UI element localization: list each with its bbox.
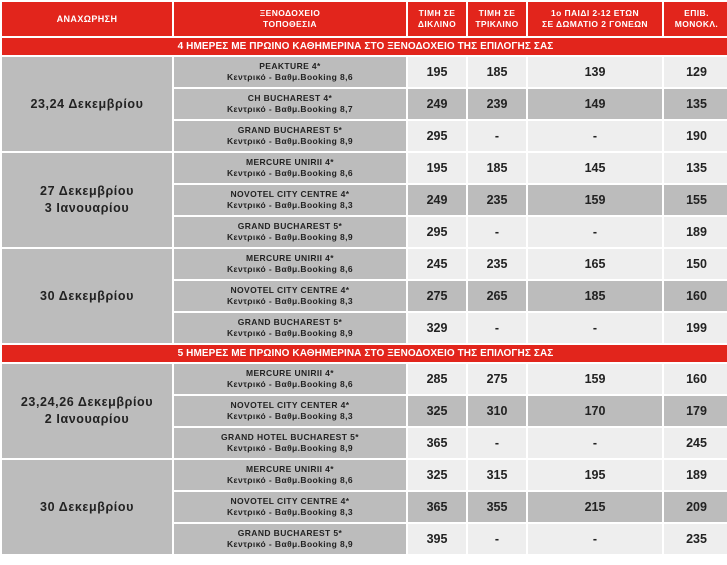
header-hotel — [174, 2, 406, 36]
hotel-location: Κεντρικό - Βαθμ.Booking 8,6 — [226, 168, 353, 178]
section-header-row — [2, 345, 727, 362]
price-triple: - — [468, 313, 526, 343]
hotel-cell — [174, 121, 406, 151]
price-child: - — [528, 217, 662, 247]
price-triple: - — [468, 217, 526, 247]
price-double: 295 — [408, 217, 466, 247]
hotel-location: Κεντρικό - Βαθμ.Booking 8,3 — [226, 507, 353, 517]
price-triple: 235 — [468, 185, 526, 215]
table-body — [2, 38, 727, 554]
price-triple: - — [468, 428, 526, 458]
price-single: 179 — [664, 396, 727, 426]
hotel-name: MERCURE UNIRII 4* — [245, 464, 335, 474]
departure-date-cell — [2, 364, 172, 458]
hotel-name: GRAND BUCHAREST 5* — [237, 125, 343, 135]
header-double-line1: ΤΙΜΗ ΣΕ — [418, 8, 456, 18]
hotel-location: Κεντρικό - Βαθμ.Booking 8,3 — [226, 296, 353, 306]
hotel-name: NOVOTEL CITY CENTRE 4* — [230, 496, 350, 506]
price-double: 365 — [408, 428, 466, 458]
price-single: 160 — [664, 364, 727, 394]
table-row — [2, 57, 727, 87]
price-single: 155 — [664, 185, 727, 215]
price-triple: 185 — [468, 57, 526, 87]
price-single: 235 — [664, 524, 727, 554]
price-child: 145 — [528, 153, 662, 183]
section-title: 5 ΗΜΕΡΕΣ ΜΕ ΠΡΩΙΝΟ ΚΑΘΗΜΕΡΙΝΑ ΣΤΟ ΞΕΝΟΔΟΧΕΙΟ ΤΗΣ ΕΠΙΛΟΓΗΣ ΣΑΣ — [2, 345, 727, 362]
hotel-location: Κεντρικό - Βαθμ.Booking 8,3 — [226, 200, 353, 210]
hotel-cell — [174, 428, 406, 458]
price-double: 249 — [408, 185, 466, 215]
price-double: 195 — [408, 153, 466, 183]
price-child: 159 — [528, 364, 662, 394]
section-header-row — [2, 38, 727, 55]
header-triple-line1: ΤΙΜΗ ΣΕ — [478, 8, 516, 18]
hotel-location: Κεντρικό - Βαθμ.Booking 8,6 — [226, 72, 353, 82]
hotel-cell — [174, 185, 406, 215]
hotel-location: Κεντρικό - Βαθμ.Booking 8,7 — [226, 104, 353, 114]
table-row — [2, 249, 727, 279]
hotel-location: Κεντρικό - Βαθμ.Booking 8,9 — [226, 328, 353, 338]
price-double: 325 — [408, 460, 466, 490]
departure-date-cell — [2, 153, 172, 247]
price-triple: 310 — [468, 396, 526, 426]
price-double: 329 — [408, 313, 466, 343]
hotel-cell — [174, 281, 406, 311]
price-triple: - — [468, 121, 526, 151]
price-child: 215 — [528, 492, 662, 522]
price-double: 275 — [408, 281, 466, 311]
price-child: - — [528, 121, 662, 151]
price-child: 165 — [528, 249, 662, 279]
price-single: 160 — [664, 281, 727, 311]
header-double-line2: ΔΙΚΛΙΝΟ — [417, 19, 457, 29]
table-row — [2, 460, 727, 490]
header-triple-line2: ΤΡΙΚΛΙΝΟ — [475, 19, 519, 29]
hotel-name: NOVOTEL CITY CENTRE 4* — [230, 189, 350, 199]
departure-date-line1: 23,24 Δεκεμβρίου — [30, 96, 144, 111]
departure-date-line1: 30 Δεκεμβρίου — [40, 499, 134, 514]
price-child: 195 — [528, 460, 662, 490]
price-triple: 355 — [468, 492, 526, 522]
price-child: 159 — [528, 185, 662, 215]
price-double: 249 — [408, 89, 466, 119]
price-single: 135 — [664, 153, 727, 183]
price-double: 245 — [408, 249, 466, 279]
price-triple: 185 — [468, 153, 526, 183]
price-double: 395 — [408, 524, 466, 554]
price-child: - — [528, 313, 662, 343]
price-single: 245 — [664, 428, 727, 458]
price-child: 170 — [528, 396, 662, 426]
price-single: 189 — [664, 217, 727, 247]
price-triple: 275 — [468, 364, 526, 394]
price-single: 190 — [664, 121, 727, 151]
price-single: 150 — [664, 249, 727, 279]
hotel-name: NOVOTEL CITY CENTRE 4* — [230, 285, 350, 295]
hotel-name: GRAND HOTEL BUCHAREST 5* — [221, 432, 359, 442]
hotel-cell — [174, 89, 406, 119]
header-departure-label: ΑΝΑΧΩΡΗΣΗ — [56, 13, 118, 24]
price-child: - — [528, 428, 662, 458]
departure-date-cell — [2, 57, 172, 151]
header-triple — [468, 2, 526, 36]
hotel-cell — [174, 396, 406, 426]
price-child: 149 — [528, 89, 662, 119]
price-child: - — [528, 524, 662, 554]
hotel-location: Κεντρικό - Βαθμ.Booking 8,9 — [226, 443, 353, 453]
price-child: 185 — [528, 281, 662, 311]
hotel-location: Κεντρικό - Βαθμ.Booking 8,6 — [226, 264, 353, 274]
header-hotel-line1: ΞΕΝΟΔΟΧΕΙΟ — [259, 8, 321, 18]
header-child-line1: 1ο ΠΑΙΔΙ 2-12 ΕΤΩΝ — [551, 8, 639, 18]
hotel-location: Κεντρικό - Βαθμ.Booking 8,6 — [226, 379, 353, 389]
departure-date-line1: 27 Δεκεμβρίου — [40, 184, 134, 198]
table-header — [2, 2, 727, 36]
price-double: 365 — [408, 492, 466, 522]
price-double: 295 — [408, 121, 466, 151]
hotel-name: GRAND BUCHAREST 5* — [237, 528, 343, 538]
price-single: 199 — [664, 313, 727, 343]
hotel-cell — [174, 249, 406, 279]
hotel-name: MERCURE UNIRII 4* — [245, 253, 335, 263]
hotel-cell — [174, 313, 406, 343]
price-double: 195 — [408, 57, 466, 87]
departure-date-cell — [2, 460, 172, 554]
table-row — [2, 153, 727, 183]
header-single — [664, 2, 727, 36]
price-child: 139 — [528, 57, 662, 87]
header-child-line2: ΣΕ ΔΩΜΑΤΙΟ 2 ΓΟΝΕΩΝ — [542, 19, 648, 29]
hotel-name: MERCURE UNIRII 4* — [245, 157, 335, 167]
hotel-cell — [174, 364, 406, 394]
hotel-name: NOVOTEL CITY CENTER 4* — [230, 400, 350, 410]
departure-date-line2: 2 Ιανουαρίου — [44, 412, 130, 426]
price-double: 325 — [408, 396, 466, 426]
header-single-line1: ΕΠΙΒ. — [684, 8, 709, 18]
price-single: 135 — [664, 89, 727, 119]
departure-date-cell — [2, 249, 172, 343]
price-single: 129 — [664, 57, 727, 87]
header-departure — [2, 2, 172, 36]
price-triple: - — [468, 524, 526, 554]
departure-date-line1: 23,24,26 Δεκεμβρίου — [20, 395, 154, 409]
hotel-name: PEAKTURE 4* — [259, 61, 321, 71]
price-triple: 235 — [468, 249, 526, 279]
price-triple: 315 — [468, 460, 526, 490]
hotel-cell — [174, 57, 406, 87]
hotel-cell — [174, 460, 406, 490]
hotel-name: GRAND BUCHAREST 5* — [237, 221, 343, 231]
hotel-cell — [174, 153, 406, 183]
hotel-location: Κεντρικό - Βαθμ.Booking 8,3 — [226, 411, 353, 421]
hotel-location: Κεντρικό - Βαθμ.Booking 8,9 — [226, 136, 353, 146]
price-single: 209 — [664, 492, 727, 522]
hotel-cell — [174, 524, 406, 554]
hotel-name: CH BUCHAREST 4* — [247, 93, 333, 103]
price-triple: 239 — [468, 89, 526, 119]
hotel-name: MERCURE UNIRII 4* — [245, 368, 335, 378]
departure-date-line1: 30 Δεκεμβρίου — [40, 288, 134, 303]
price-double: 285 — [408, 364, 466, 394]
departure-date-line2: 3 Ιανουαρίου — [44, 201, 130, 215]
header-child — [528, 2, 662, 36]
hotel-cell — [174, 492, 406, 522]
price-triple: 265 — [468, 281, 526, 311]
hotel-location: Κεντρικό - Βαθμ.Booking 8,9 — [226, 539, 353, 549]
hotel-location: Κεντρικό - Βαθμ.Booking 8,6 — [226, 475, 353, 485]
header-double — [408, 2, 466, 36]
header-single-line2: ΜΟΝΟΚΛ. — [674, 19, 719, 29]
table-row — [2, 364, 727, 394]
hotel-name: GRAND BUCHAREST 5* — [237, 317, 343, 327]
hotel-location: Κεντρικό - Βαθμ.Booking 8,9 — [226, 232, 353, 242]
header-hotel-line2: ΤΟΠΟΘΕΣΙΑ — [263, 19, 317, 29]
hotel-cell — [174, 217, 406, 247]
price-single: 189 — [664, 460, 727, 490]
section-title: 4 ΗΜΕΡΕΣ ΜΕ ΠΡΩΙΝΟ ΚΑΘΗΜΕΡΙΝΑ ΣΤΟ ΞΕΝΟΔΟΧΕΙΟ ΤΗΣ ΕΠΙΛΟΓΗΣ ΣΑΣ — [2, 38, 727, 55]
